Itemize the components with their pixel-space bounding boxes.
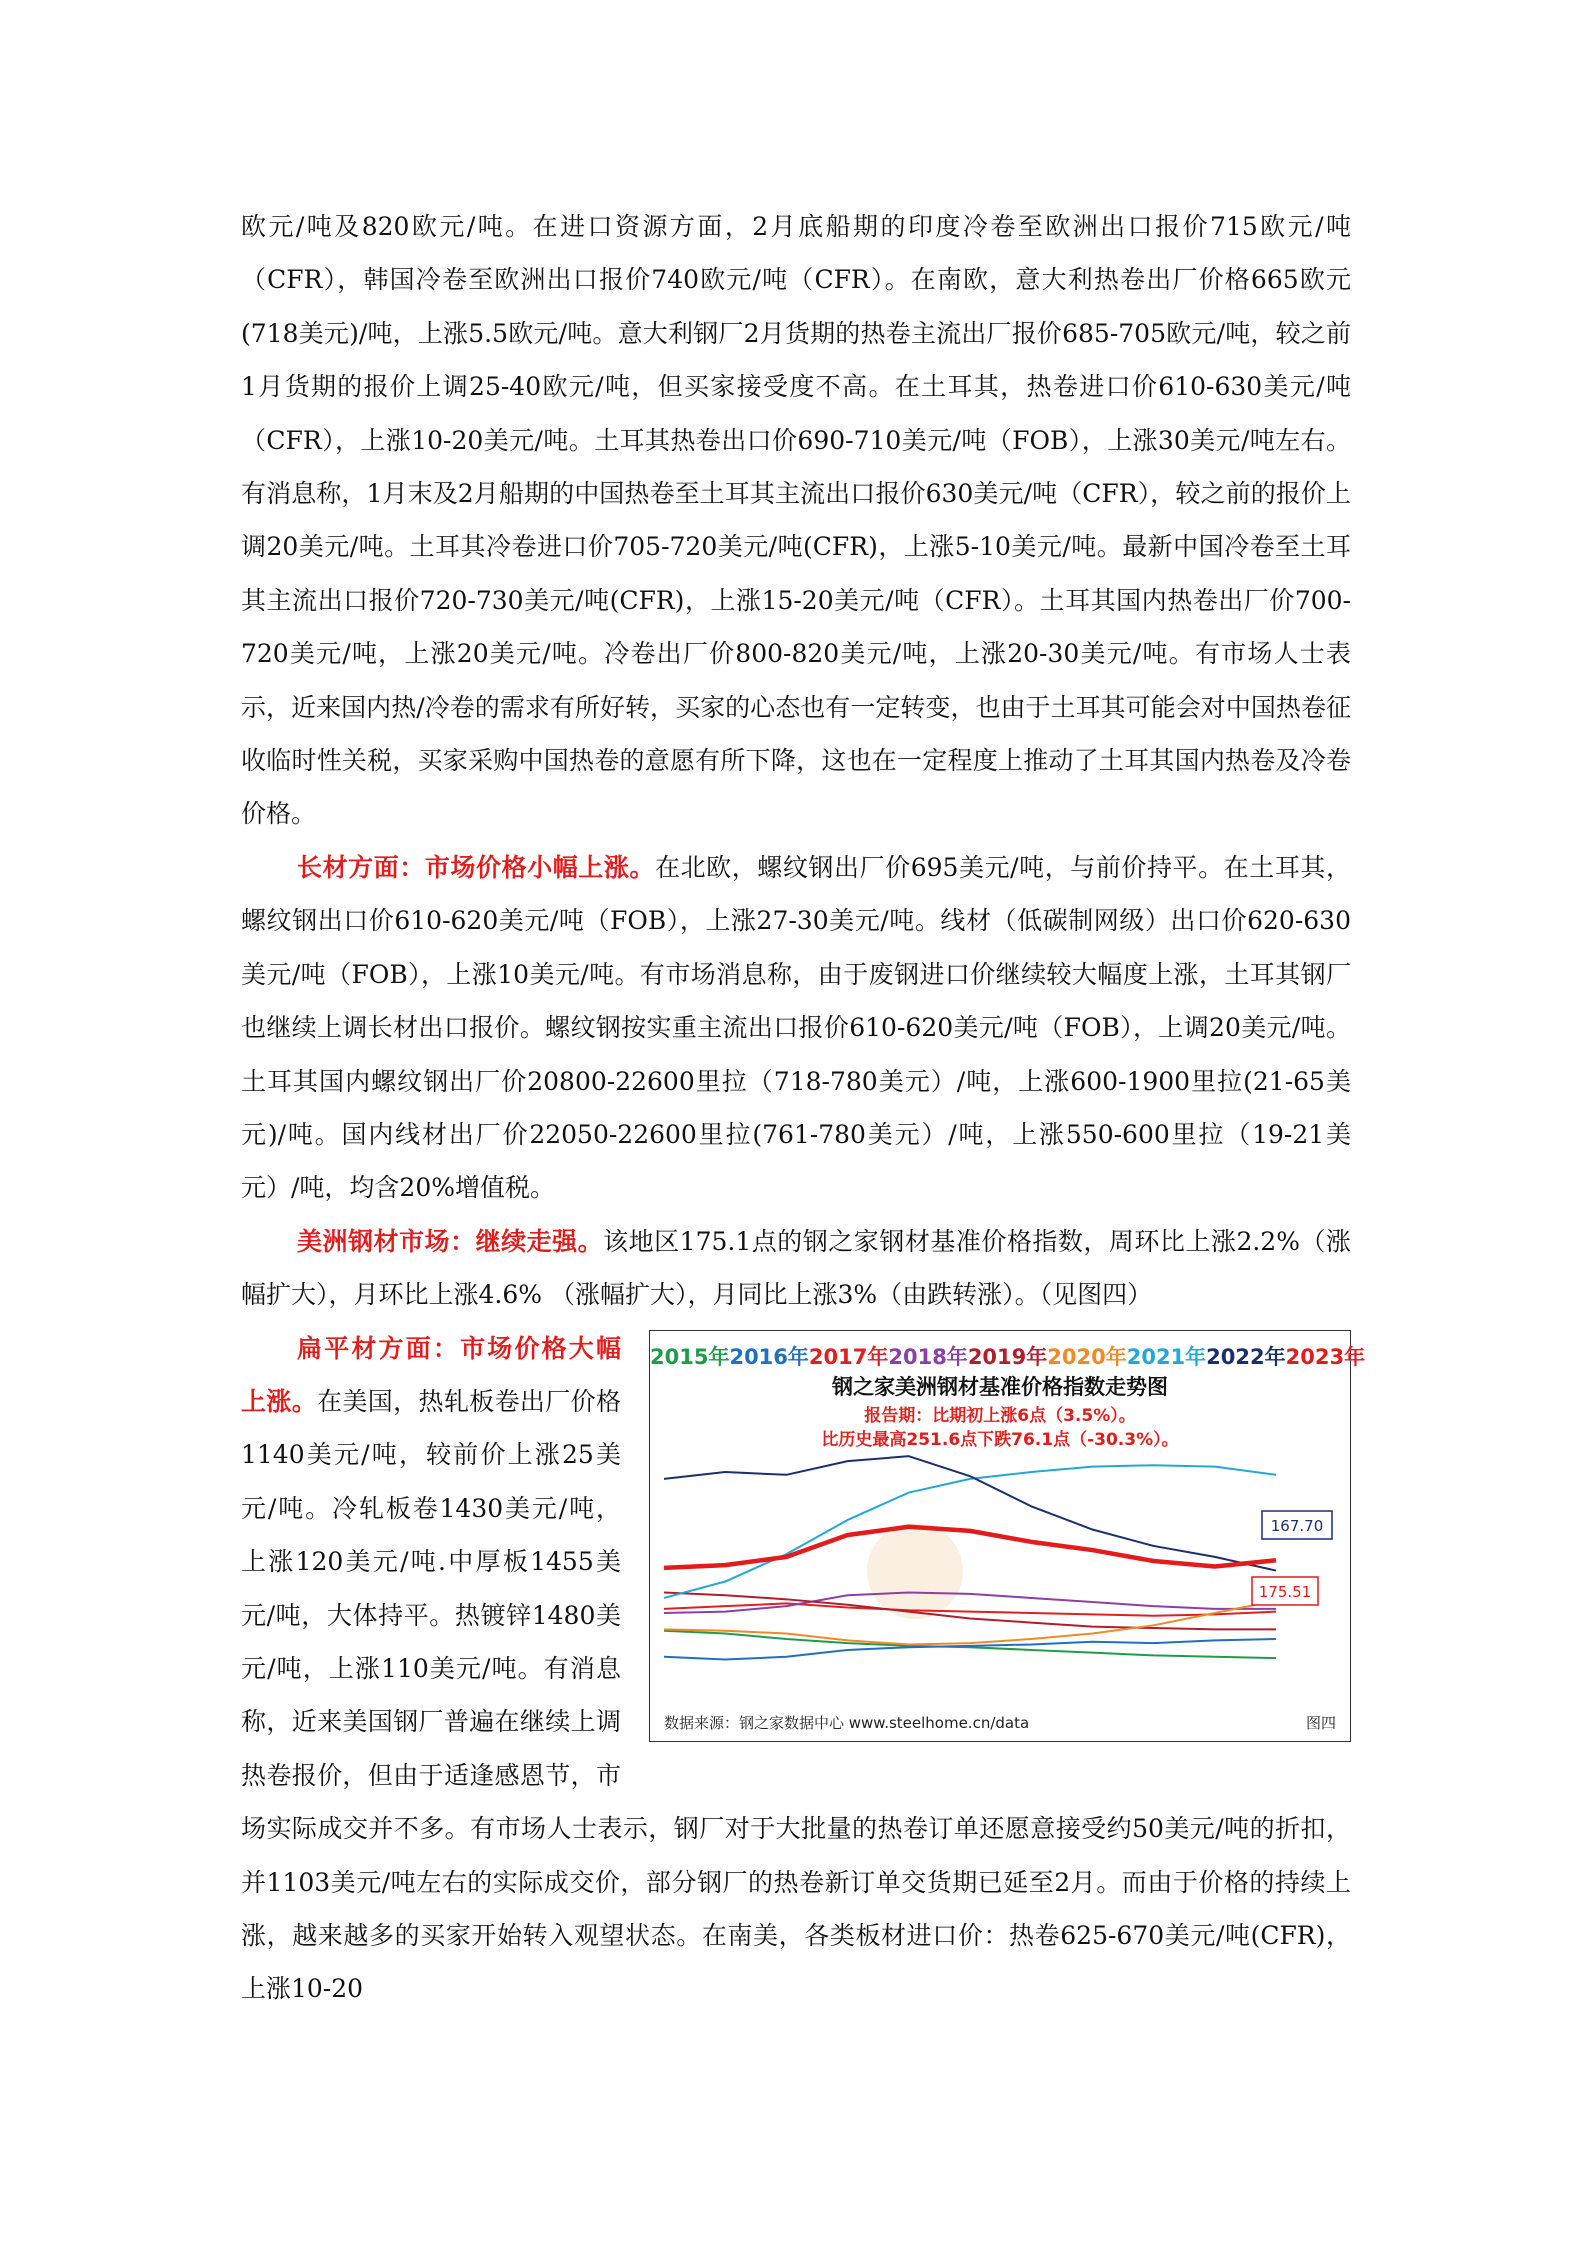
heading-flat-products: 扁平材方面：市场价格大幅上涨。	[241, 1333, 621, 1416]
figure-four	[649, 1330, 1366, 1742]
heading-long-products: 长材方面：市场价格小幅上涨。	[297, 852, 655, 882]
year-2022: 2022年	[1206, 1344, 1286, 1369]
heading-americas: 美洲钢材市场：继续走强。	[297, 1226, 604, 1256]
paragraph-americas	[241, 1215, 1351, 1322]
series-line-2023	[664, 1526, 1276, 1567]
series-line-2018	[664, 1592, 1276, 1613]
paragraph-europe-flat: 欧元/吨及820欧元/吨。在进口资源方面，2月底船期的印度冷卷至欧洲出口报价715欧元/吨（CFR），韩国冷卷至欧洲出口报价740欧元/吨（CFR）。在南欧，意大利热卷出厂价格665欧元(718美元)/吨，上涨5.5欧元/吨。意大利钢厂2月货期的热卷主流出厂报价685-705欧元/吨，较之前1月货期的报价上调25-40欧元/吨，但买家接受度不高。在土耳其，热卷进口价610-630美元/吨（CFR），上涨10-20美元/吨。土耳其热卷出口价690-710美元/吨（FOB），上涨30美元/吨左右。有消息称，1月末及2月船期的中国热卷至土耳其主流出口报价630美元/吨（CFR），较之前的报价上调20美元/吨。土耳其冷卷进口价705-720美元/吨(CFR)，上涨5-10美元/吨。最新中国冷卷至土耳其主流出口报价720-730美元/吨(CFR)，上涨15-20美元/吨（CFR）。土耳其国内热卷出厂价700-720美元/吨，上涨20美元/吨。冷卷出厂价800-820美元/吨，上涨20-30美元/吨。有市场人士表示，近来国内热/冷卷的需求有所好转，买家的心态也有一定转变，也由于土耳其可能会对中国热卷征收临时性关税，买家采购中国热卷的意愿有所下降，这也在一定程度上推动了土耳其国内热卷及冷卷价格。	[241, 212, 1351, 829]
figure-subtitle-1: 报告期：比期初上涨6点（3.5%）。	[864, 1405, 1136, 1426]
year-2015: 2015年	[650, 1344, 730, 1369]
label-2022-value: 167.70	[1270, 1516, 1324, 1535]
year-2017: 2017年	[808, 1344, 889, 1369]
paragraph-long-body: 在北欧，螺纹钢出厂价695美元/吨，与前价持平。在土耳其，螺纹钢出口价610-620美元/吨（FOB），上涨27-30美元/吨。线材（低碳制网级）出口价620-630美元/吨（FOB），上涨10美元/吨。有市场消息称，由于废钢进口价继续较大幅度上涨，土耳其钢厂也继续上调长材出口报价。螺纹钢按实重主流出口报价610-620美元/吨（FOB），上调20美元/吨。土耳其国内螺纹钢出厂价20800-22600里拉（718-780美元）/吨，上涨600-1900里拉(21-65美元)/吨。国内线材出厂价22050-22600里拉(761-780美元）/吨，上涨550-600里拉（19-21美元）/吨，均含20%增值税。	[241, 852, 1351, 1203]
figure-number: 图四	[1305, 1713, 1336, 1732]
year-2018: 2018年	[888, 1344, 968, 1369]
figure-source: 数据来源：钢之家数据中心 www.steelhome.cn/data	[664, 1713, 1030, 1732]
figure-subtitle-2: 比历史最高251.6点下跌76.1点（-30.3%）。	[821, 1429, 1179, 1450]
line-chart	[650, 1331, 1350, 1741]
paragraph-americas-body-1: 该地区175.1点的钢之家钢材基准价格指数，周环比上涨2.2%（涨幅扩大），月环比上涨4.6% （涨幅扩大），月同比上涨3%（由跌转涨）。（见图四）	[241, 1226, 1351, 1310]
year-2020: 2020年	[1047, 1344, 1127, 1369]
year-2023: 2023年	[1285, 1344, 1366, 1369]
year-2019: 2019年	[967, 1344, 1048, 1369]
label-2022-box	[1262, 1511, 1332, 1539]
year-2021: 2021年	[1126, 1344, 1207, 1369]
label-2023-box	[1252, 1577, 1318, 1605]
series-line-2022	[664, 1456, 1276, 1570]
paragraph-europe-long	[241, 841, 1351, 1215]
year-2016: 2016年	[729, 1344, 809, 1369]
document-page	[241, 200, 1366, 2016]
label-2023-value: 175.51	[1258, 1582, 1312, 1601]
paragraph-flat-body: 在美国，热轧板卷出厂价格1140美元/吨，较前价上涨25美元/吨。冷轧板卷1430美元/吨，上涨120美元/吨.中厚板1455美元/吨，大体持平。热镀锌1480美元/吨，上涨110美元/吨。有消息称，近来美国钢厂普遍在继续上调热卷报价，但由于适逢感恩节，市场实际成交并不多。有市场人士表示，钢厂对于大批量的热卷订单还愿意接受约50美元/吨的折扣，并1103美元/吨左右的实际成交价，部分钢厂的热卷新订单交货期已延至2月。而由于价格的持续上涨，越来越多的买家开始转入观望状态。在南美，各类板材进口价：热卷625-670美元/吨(CFR)，上涨10-20	[241, 1386, 1351, 2004]
series-line-2015	[664, 1630, 1276, 1657]
watermark-logo	[867, 1523, 963, 1619]
figure-title: 钢之家美洲钢材基准价格指数走势图	[832, 1374, 1168, 1399]
